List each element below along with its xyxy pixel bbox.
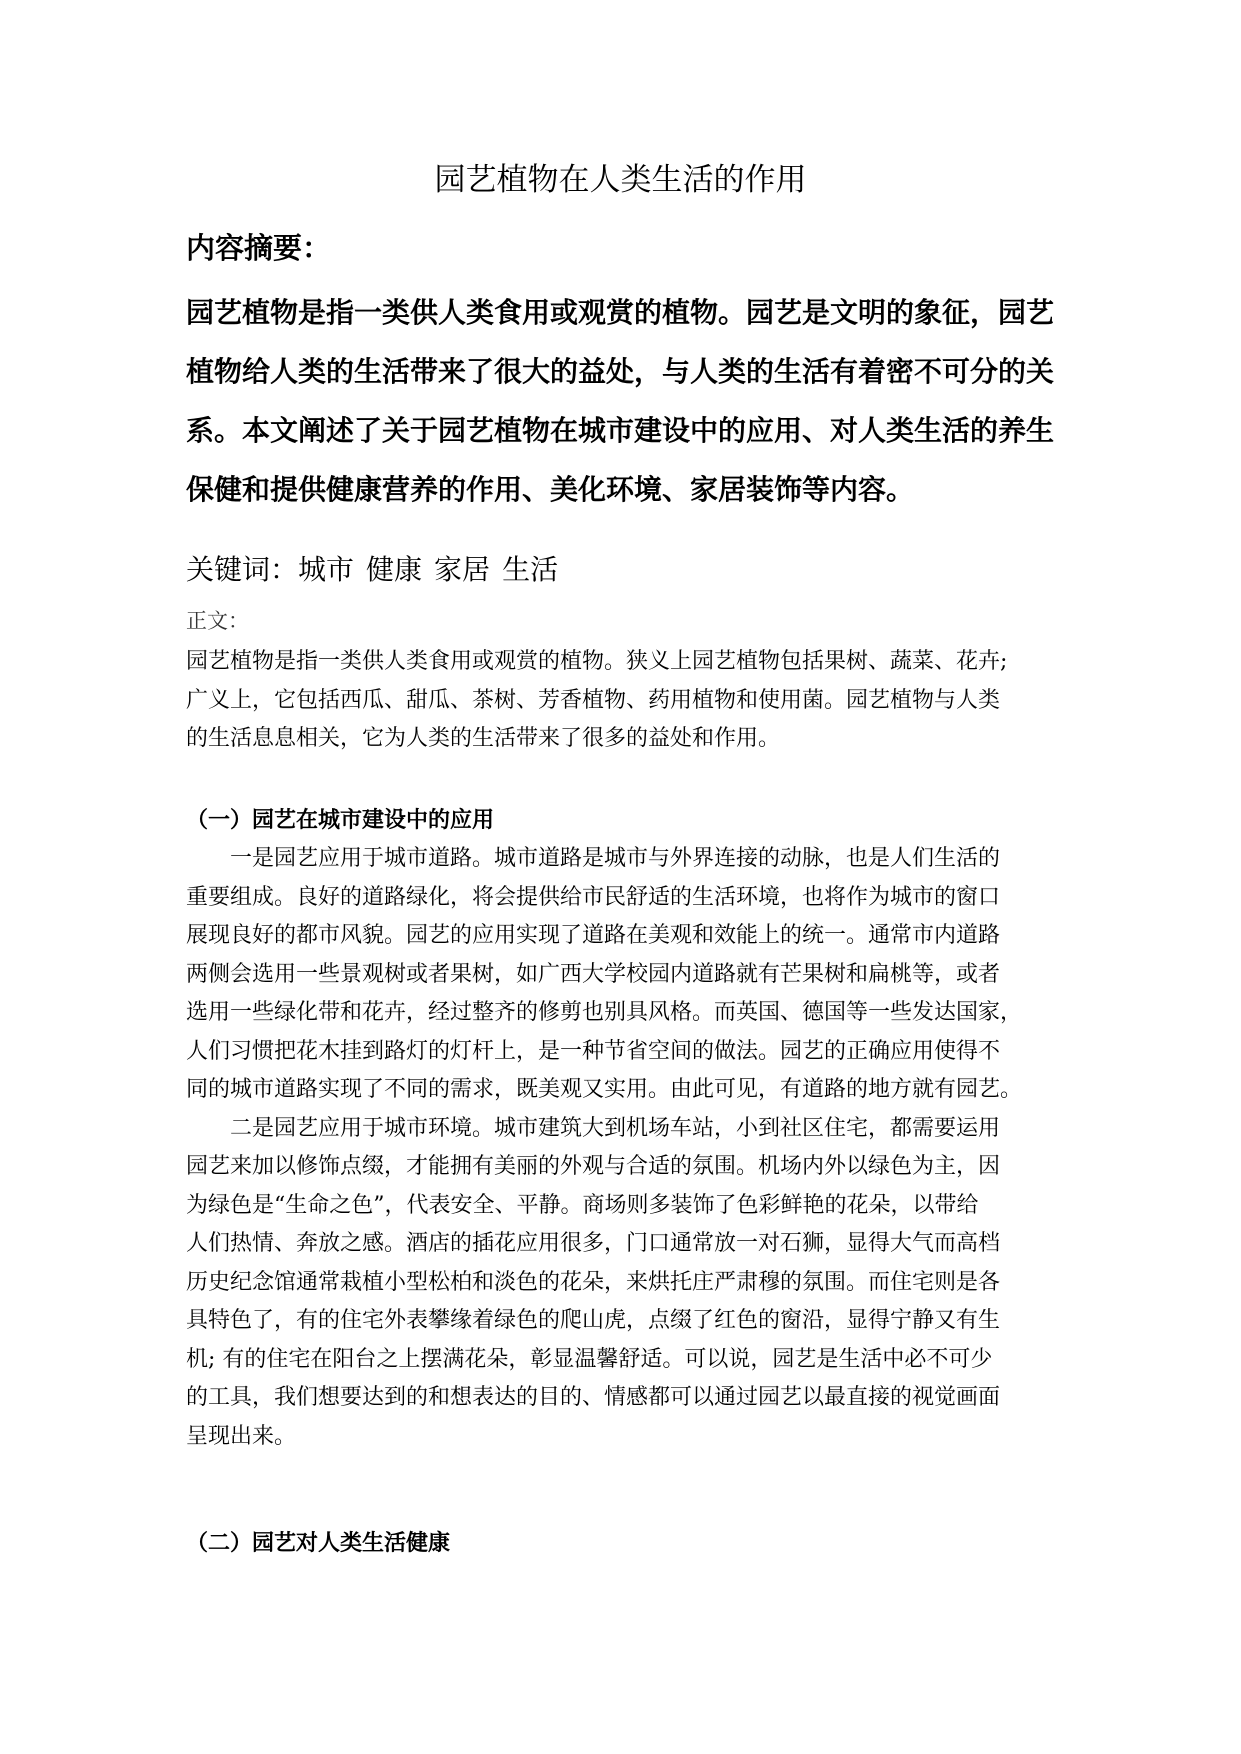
text-line: 园艺植物是指一类供人类食用或观赏的植物。狭义上园艺植物包括果树、蔬菜、花卉; bbox=[186, 649, 1008, 674]
text-line: 人们热情、奔放之感。酒店的插花应用很多，门口通常放一对石狮，显得大气而高档 bbox=[186, 1231, 1001, 1256]
document-title: 园艺植物在人类生活的作用 bbox=[434, 162, 807, 198]
section-heading-2: （二）园艺对人类生活健康 bbox=[186, 1530, 451, 1556]
text-line: 呈现出来。 bbox=[186, 1423, 297, 1449]
text-line: 园艺来加以修饰点缀，才能拥有美丽的外观与合适的氛围。机场内外以绿色为主，因 bbox=[186, 1154, 1001, 1179]
text-line: 人们习惯把花木挂到路灯的灯杆上，是一种节省空间的做法。园艺的正确应用使得不 bbox=[186, 1038, 1001, 1064]
text-line: 二是园艺应用于城市环境。城市建筑大到机场车站，小到社区住宅，都需要运用 bbox=[186, 1115, 1001, 1141]
text-line: 具特色了，有的住宅外表攀缘着绿色的爬山虎，点缀了红色的窗沿，显得宁静又有生 bbox=[186, 1308, 1001, 1333]
abstract-label: 内容摘要： bbox=[186, 231, 332, 265]
text-line: 为绿色是“生命之色”，代表安全、平静。商场则多装饰了色彩鲜艳的花朵，以带给 bbox=[186, 1192, 979, 1218]
abstract-line: 植物给人类的生活带来了很大的益处，与人类的生活有着密不可分的关 bbox=[186, 355, 1055, 388]
text-line: 的工具，我们想要达到的和想表达的目的、情感都可以通过园艺以最直接的视觉画面 bbox=[186, 1385, 1001, 1410]
abstract-line: 园艺植物是指一类供人类食用或观赏的植物。园艺是文明的象征，园艺 bbox=[186, 296, 1055, 329]
keyword: 家居 bbox=[434, 553, 491, 586]
text-line: 同的城市道路实现了不同的需求，既美观又实用。由此可见，有道路的地方就有园艺。 bbox=[186, 1077, 1023, 1102]
section-1-body bbox=[186, 840, 1104, 1456]
intro-paragraph bbox=[186, 643, 1104, 759]
text-line: 选用一些绿化带和花卉，经过整齐的修剪也别具风格。而英国、德国等一些发达国家， bbox=[186, 1000, 1023, 1025]
text-line: 历史纪念馆通常栽植小型松柏和淡色的花朵，来烘托庄严肃穆的氛围。而住宅则是各 bbox=[186, 1269, 1001, 1295]
section-heading-1: （一）园艺在城市建设中的应用 bbox=[186, 807, 495, 833]
text-line: 两侧会选用一些景观树或者果树，如广西大学校园内道路就有芒果树和扁桃等，或者 bbox=[186, 961, 1001, 987]
text-line: 的生活息息相关，它为人类的生活带来了很多的益处和作用。 bbox=[186, 726, 781, 751]
keywords-line bbox=[186, 550, 570, 590]
keyword: 生活 bbox=[502, 553, 559, 586]
text-line: 重要组成。良好的道路绿化，将会提供给市民舒适的生活环境，也将作为城市的窗口 bbox=[186, 884, 1001, 910]
abstract-line: 系。本文阐述了关于园艺植物在城市建设中的应用、对人类生活的养生 bbox=[186, 414, 1055, 447]
body-label: 正文： bbox=[186, 609, 249, 633]
text-line: 一是园艺应用于城市道路。城市道路是城市与外界连接的动脉，也是人们生活的 bbox=[186, 846, 1001, 871]
text-line: 广义上，它包括西瓜、甜瓜、茶树、芳香植物、药用植物和使用菌。园艺植物与人类 bbox=[186, 687, 1001, 713]
abstract-line: 保健和提供健康营养的作用、美化环境、家居装饰等内容。 bbox=[186, 473, 915, 506]
keywords-label: 关键词： bbox=[186, 553, 299, 586]
keyword: 健康 bbox=[366, 553, 423, 586]
text-line: 机; 有的住宅在阳台之上摆满花朵，彰显温馨舒适。可以说，园艺是生活中必不可少 bbox=[186, 1346, 993, 1372]
keyword: 城市 bbox=[298, 553, 355, 586]
abstract-paragraph bbox=[186, 283, 1104, 519]
text-line: 展现良好的都市风貌。园艺的应用实现了道路在美观和效能上的统一。通常市内道路 bbox=[186, 923, 1001, 948]
